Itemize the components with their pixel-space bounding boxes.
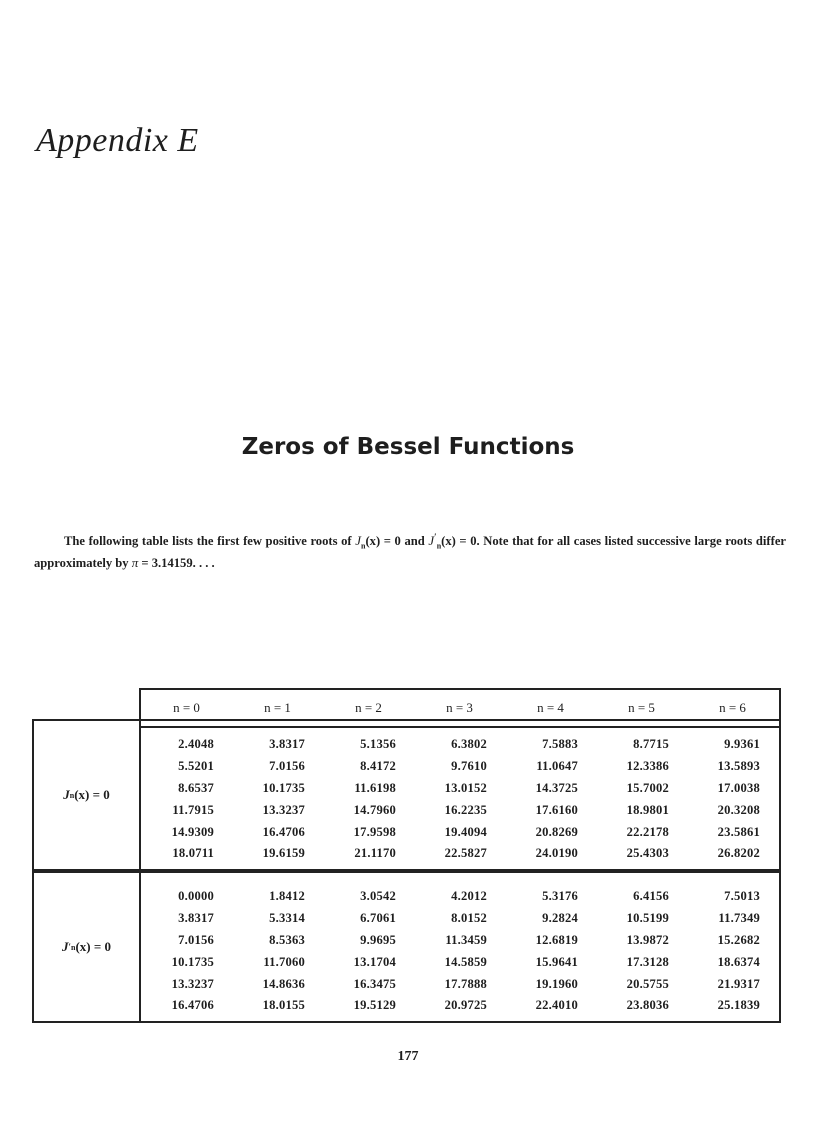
table-cell: 16.4706 [262,824,305,839]
table-cell: 0.0000 [178,889,214,904]
table-cell: 10.1735 [262,780,305,795]
table-cell: 13.9872 [626,932,669,947]
jn-subscript: n [361,541,366,551]
table-cell: 11.3459 [445,932,487,947]
table-cell: 6.3802 [451,737,487,752]
intro-and: and [400,533,429,548]
jnp-zeros-block [32,871,781,1023]
jnp-symbol: J [428,532,435,548]
table-cell: 5.5201 [178,759,214,774]
table-row [141,778,779,800]
table-cell: 22.4010 [535,998,578,1013]
table-cell: 17.3128 [626,954,669,969]
jn-zeros-block [32,719,781,871]
jnp-label-prime: ′ [68,942,71,952]
page-number: 177 [397,1049,419,1064]
table-cell: 17.7888 [444,976,487,991]
table-row [141,886,779,908]
table-cell: 4.2012 [451,889,487,904]
table-cell: 7.0156 [269,759,305,774]
table-cell: 17.0038 [717,780,760,795]
table-cell: 10.5199 [626,911,669,926]
table-cell: 12.6819 [535,932,578,947]
column-header: n = 6 [719,700,746,715]
jnp-row-label [34,873,141,1021]
table-cell: 25.1839 [717,998,760,1013]
table-cell: 13.5893 [717,759,760,774]
table-cell: 11.7060 [263,954,305,969]
table-row [141,908,779,930]
table-cell: 7.0156 [178,932,214,947]
table-cell: 14.9309 [171,824,214,839]
table-cell: 21.1170 [354,846,396,861]
table-cell: 9.2824 [542,911,578,926]
table-cell: 8.4172 [360,759,396,774]
jn-symbol: J [355,532,361,548]
table-cell: 5.1356 [360,737,396,752]
jn-argument: (x) = 0 [365,533,401,548]
table-cell: 3.8317 [178,911,214,926]
table-cell: 14.8636 [262,976,305,991]
intro-paragraph [34,529,786,573]
table-cell: 16.4706 [171,998,214,1013]
table-cell: 20.5755 [626,976,669,991]
table-row [141,734,779,756]
table-cell: 22.2178 [626,824,669,839]
table-row [141,930,779,952]
table-cell: 13.3237 [262,802,305,817]
table-cell: 8.6537 [178,780,214,795]
jn-zeros-grid [141,734,779,865]
appendix-title: Appendix E [36,122,199,159]
jnp-label-rest: (x) = 0 [75,939,112,954]
intro-text-1: The following table lists the first few positive roots of [64,533,356,548]
table-cell: 18.0711 [172,846,214,861]
table-cell: 19.6159 [262,846,305,861]
table-cell: 24.0190 [535,846,578,861]
table-cell: 8.0152 [451,911,487,926]
table-cell: 14.7960 [353,802,396,817]
column-header: n = 0 [173,700,200,715]
table-row [141,951,779,973]
table-cell: 16.2235 [444,802,487,817]
jnp-argument: (x) = 0. [441,533,480,548]
table-cell: 15.9641 [535,954,578,969]
table-cell: 9.9361 [724,737,760,752]
table-cell: 11.6198 [354,780,396,795]
table-cell: 18.9801 [626,802,669,817]
table-cell: 13.3237 [171,976,214,991]
table-cell: 17.6160 [535,802,578,817]
jnp-label-subscript: n [71,942,76,952]
table-cell: 25.4303 [626,846,669,861]
table-cell: 23.5861 [717,824,760,839]
column-header: n = 3 [446,700,473,715]
table-cell: 9.9695 [360,932,396,947]
column-header: n = 1 [264,700,291,715]
table-row [141,756,779,778]
table-cell: 6.7061 [360,911,396,926]
table-cell: 10.1735 [171,954,214,969]
table-row [141,973,779,995]
jnp-zeros-grid [141,886,779,1017]
table-cell: 13.0152 [444,780,487,795]
table-cell: 12.3386 [626,759,669,774]
section-title: Zeros of Bessel Functions [241,434,575,460]
table-cell: 19.1960 [535,976,578,991]
table-cell: 7.5883 [542,737,578,752]
column-header: n = 5 [628,700,655,715]
table-cell: 15.2682 [717,932,760,947]
table-cell: 15.7002 [626,780,669,795]
jn-row-label [34,721,141,869]
table-cell: 16.3475 [353,976,396,991]
table-cell: 14.5859 [444,954,487,969]
table-cell: 20.8269 [535,824,578,839]
intro-text-2: Note that for all cases listed successive large roots differ approximately by [34,533,786,571]
column-header: n = 4 [537,700,564,715]
jnp-prime: ′ [434,531,437,542]
table-cell: 7.5013 [724,889,760,904]
table-cell: 9.7610 [451,759,487,774]
table-cell: 6.4156 [633,889,669,904]
table-cell: 20.3208 [717,802,760,817]
table-cell: 26.8202 [717,846,760,861]
table-cell: 18.6374 [717,954,760,969]
table-cell: 17.9598 [353,824,396,839]
jnp-subscript: n [436,541,442,551]
table-cell: 14.3725 [535,780,578,795]
table-cell: 19.4094 [444,824,487,839]
jn-label-rest: (x) = 0 [74,787,110,802]
table-cell: 8.5363 [269,932,305,947]
pi-symbol: π [131,555,139,571]
table-cell: 23.8036 [626,998,669,1013]
table-cell: 22.5827 [444,846,487,861]
table-cell: 11.0647 [536,759,578,774]
jnp-label-symbol: J [61,939,69,954]
jn-label-symbol: J [63,787,70,802]
table-cell: 18.0155 [262,998,305,1013]
table-cell: 3.0542 [360,889,396,904]
table-cell: 21.9317 [717,976,760,991]
table-cell: 3.8317 [269,737,305,752]
table-cell: 19.5129 [353,998,396,1013]
table-cell: 5.3314 [269,911,305,926]
table-cell: 20.9725 [444,998,487,1013]
intro-text-3: = 3.14159. . . . [138,556,215,571]
table-cell: 2.4048 [178,737,214,752]
table-cell: 1.8412 [269,889,305,904]
table-row [141,995,779,1017]
table-row [141,843,779,865]
table-cell: 13.1704 [353,954,396,969]
table-cell: 11.7915 [172,802,214,817]
table-row [141,799,779,821]
table-cell: 8.7715 [633,737,669,752]
column-header: n = 2 [355,700,382,715]
jn-label-subscript: n [69,790,75,800]
table-cell: 5.3176 [542,889,578,904]
table-cell: 11.7349 [718,911,760,926]
table-row [141,821,779,843]
